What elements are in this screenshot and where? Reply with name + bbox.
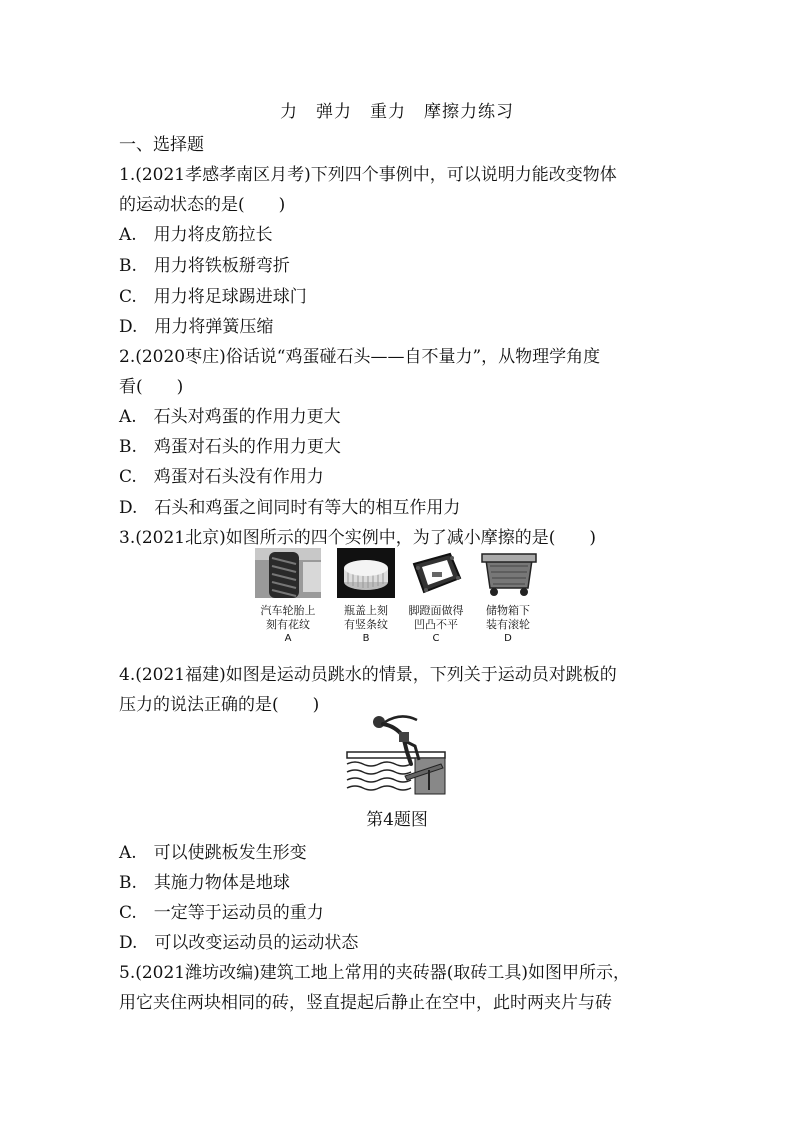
- tire-icon: [255, 548, 321, 598]
- q4-stem-line1: 4.(2021福建)如图是运动员跳水的情景，下列关于运动员对跳板的: [119, 665, 617, 685]
- q2-stem-line2: 看( ): [119, 377, 184, 397]
- q2-option-a: A. 石头对鸡蛋的作用力更大: [119, 407, 341, 427]
- q4-option-c: C. 一定等于运动员的重力: [119, 903, 324, 923]
- q2-option-b: B. 鸡蛋对石头的作用力更大: [119, 437, 341, 457]
- q3-stem-line1: 3.(2021北京)如图所示的四个实例中，为了减小摩擦的是( ): [119, 528, 597, 548]
- q3-figure-row: [255, 548, 545, 648]
- q3-figure-a: [255, 548, 321, 646]
- q3-figure-d: [475, 548, 541, 646]
- q1-stem-line1: 1.(2021孝感孝南区月考)下列四个事例中，可以说明力能改变物体: [119, 165, 617, 185]
- q4-stem-line2: 压力的说法正确的是( ): [119, 695, 320, 715]
- q3-figure-c: [403, 548, 469, 646]
- q3-caption-b: 瓶盖上刻 有竖条纹 B: [344, 604, 388, 644]
- q2-option-d: D. 石头和鸡蛋之间同时有等大的相互作用力: [119, 498, 461, 518]
- storage-box-icon: [476, 548, 540, 598]
- q4-figure-caption: 第4题图: [366, 810, 428, 830]
- q1-stem-line2: 的运动状态的是( ): [119, 195, 286, 215]
- q1-option-a: A. 用力将皮筋拉长: [119, 225, 273, 245]
- q4-option-a: A. 可以使跳板发生形变: [119, 843, 307, 863]
- q5-stem-line1: 5.(2021潍坊改编)建筑工地上常用的夹砖器(取砖工具)如图甲所示，: [119, 963, 631, 983]
- q4-option-d: D. 可以改变运动员的运动状态: [119, 933, 359, 953]
- q4-figure: [345, 712, 449, 802]
- diver-illustration: [345, 712, 449, 798]
- q3-figure-b: [333, 548, 399, 646]
- q5-stem-line2: 用它夹住两块相同的砖，竖直提起后静止在空中，此时两夹片与砖: [119, 993, 612, 1013]
- page-title: 力 弹力 重力 摩擦力练习: [280, 102, 514, 122]
- pedal-icon: [406, 548, 466, 598]
- section-heading: 一、选择题: [119, 135, 204, 155]
- q2-stem-line1: 2.(2020枣庄)俗话说“鸡蛋碰石头——自不量力”，从物理学角度: [119, 347, 601, 367]
- q3-caption-a: 汽车轮胎上 刻有花纹 A: [260, 604, 316, 644]
- q3-caption-d: 储物箱下 装有滚轮 D: [486, 604, 530, 644]
- q1-option-c: C. 用力将足球踢进球门: [119, 287, 307, 307]
- q1-option-b: B. 用力将铁板掰弯折: [119, 256, 290, 276]
- q1-option-d: D. 用力将弹簧压缩: [119, 317, 274, 337]
- q2-option-c: C. 鸡蛋对石头没有作用力: [119, 467, 324, 487]
- bottle-cap-icon: [337, 548, 395, 598]
- q3-caption-c: 脚蹬面做得 凹凸不平 C: [408, 604, 464, 644]
- q4-option-b: B. 其施力物体是地球: [119, 873, 290, 893]
